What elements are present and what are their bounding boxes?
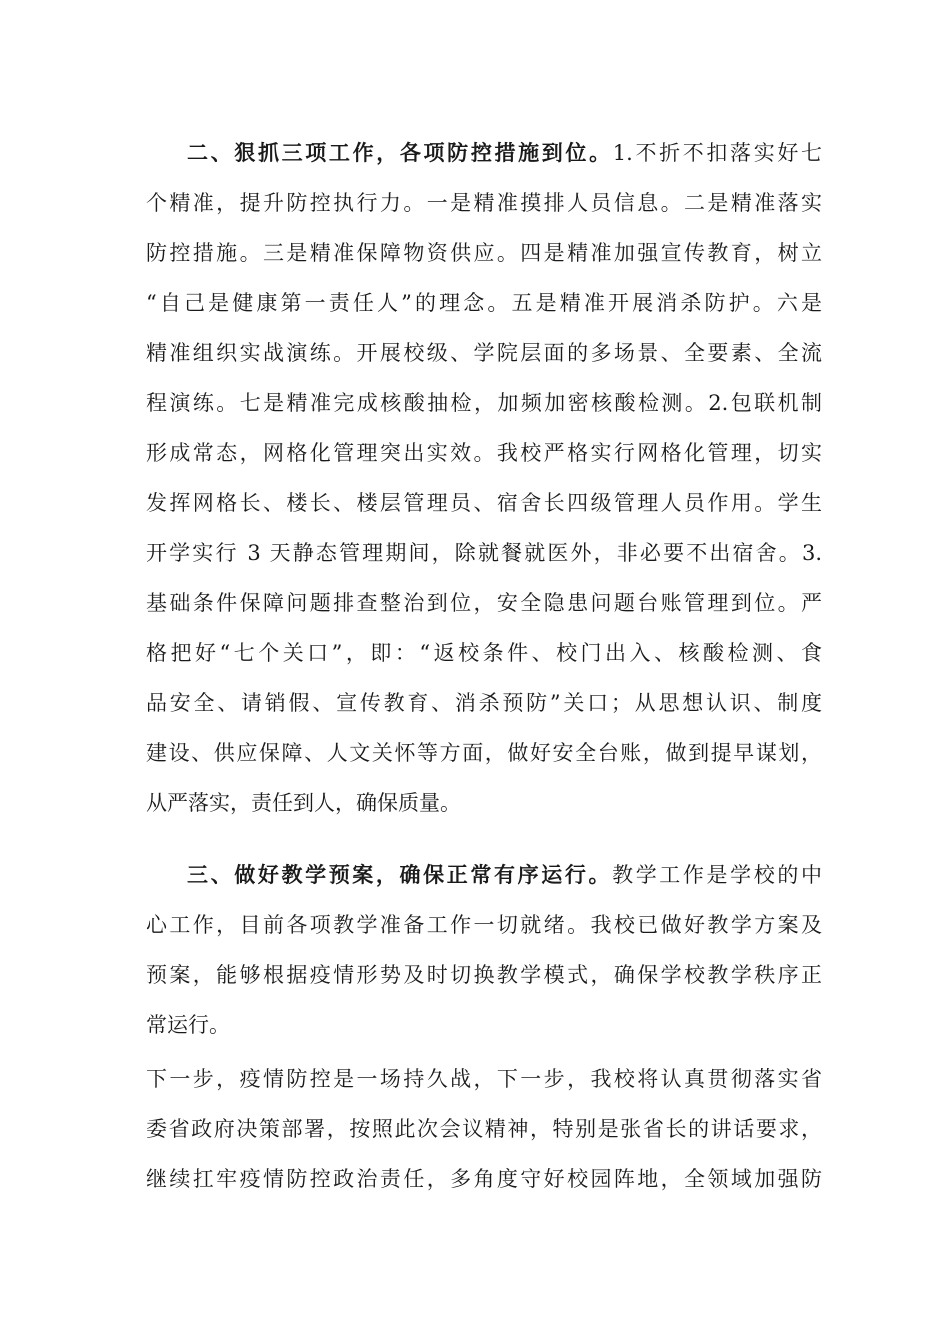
paragraph-line: 委省政府决策部署，按照此次会议精神，特别是张省长的讲话要求， xyxy=(146,1117,822,1141)
paragraph-line: 心工作，目前各项教学准备工作一切就绪。我校已做好教学方案及 xyxy=(146,913,822,937)
line-text: 1.不折不扣落实好七 xyxy=(612,141,823,165)
section-heading: 三、做好教学预案，确保正常有序运行。 xyxy=(187,862,613,887)
paragraph-line xyxy=(187,136,822,170)
paragraph-line: 从严落实，责任到人，确保质量。 xyxy=(146,791,461,815)
paragraph-line: “自己是健康第一责任人”的理念。五是精准开展消杀防护。六是 xyxy=(146,291,822,315)
section-heading: 二、狠抓三项工作，各项防控措施到位。 xyxy=(187,140,613,165)
paragraph-line: 开学实行 3 天静态管理期间，除就餐就医外，非必要不出宿舍。3. xyxy=(146,541,822,565)
paragraph-line: 基础条件保障问题排查整治到位，安全隐患问题台账管理到位。严 xyxy=(146,591,822,615)
line-text: 教学工作是学校的中 xyxy=(612,863,823,887)
paragraph-line: 程演练。七是精准完成核酸抽检，加频加密核酸检测。2.包联机制 xyxy=(146,391,822,415)
paragraph-line: 继续扛牢疫情防控政治责任，多角度守好校园阵地，全领域加强防 xyxy=(146,1167,822,1191)
paragraph-line: 个精准，提升防控执行力。一是精准摸排人员信息。二是精准落实 xyxy=(146,191,822,215)
paragraph-line: 发挥网格长、楼长、楼层管理员、宿舍长四级管理人员作用。学生 xyxy=(146,491,822,515)
paragraph-line: 预案，能够根据疫情形势及时切换教学模式，确保学校教学秩序正 xyxy=(146,963,822,987)
paragraph-line xyxy=(187,858,822,892)
paragraph-line: 品安全、请销假、宣传教育、消杀预防”关口；从思想认识、制度 xyxy=(146,691,822,715)
paragraph-line: 建设、供应保障、人文关怀等方面，做好安全台账，做到提早谋划， xyxy=(146,741,822,765)
paragraph-line: 防控措施。三是精准保障物资供应。四是精准加强宣传教育，树立 xyxy=(146,241,822,265)
paragraph-line: 精准组织实战演练。开展校级、学院层面的多场景、全要素、全流 xyxy=(146,341,822,365)
paragraph-line: 常运行。 xyxy=(146,1013,230,1037)
paragraph-line: 形成常态，网格化管理突出实效。我校严格实行网格化管理，切实 xyxy=(146,441,822,465)
paragraph-line: 下一步，疫情防控是一场持久战，下一步，我校将认真贯彻落实省 xyxy=(146,1067,822,1091)
paragraph-line: 格把好“七个关口”，即：“返校条件、校门出入、核酸检测、食 xyxy=(146,641,822,665)
